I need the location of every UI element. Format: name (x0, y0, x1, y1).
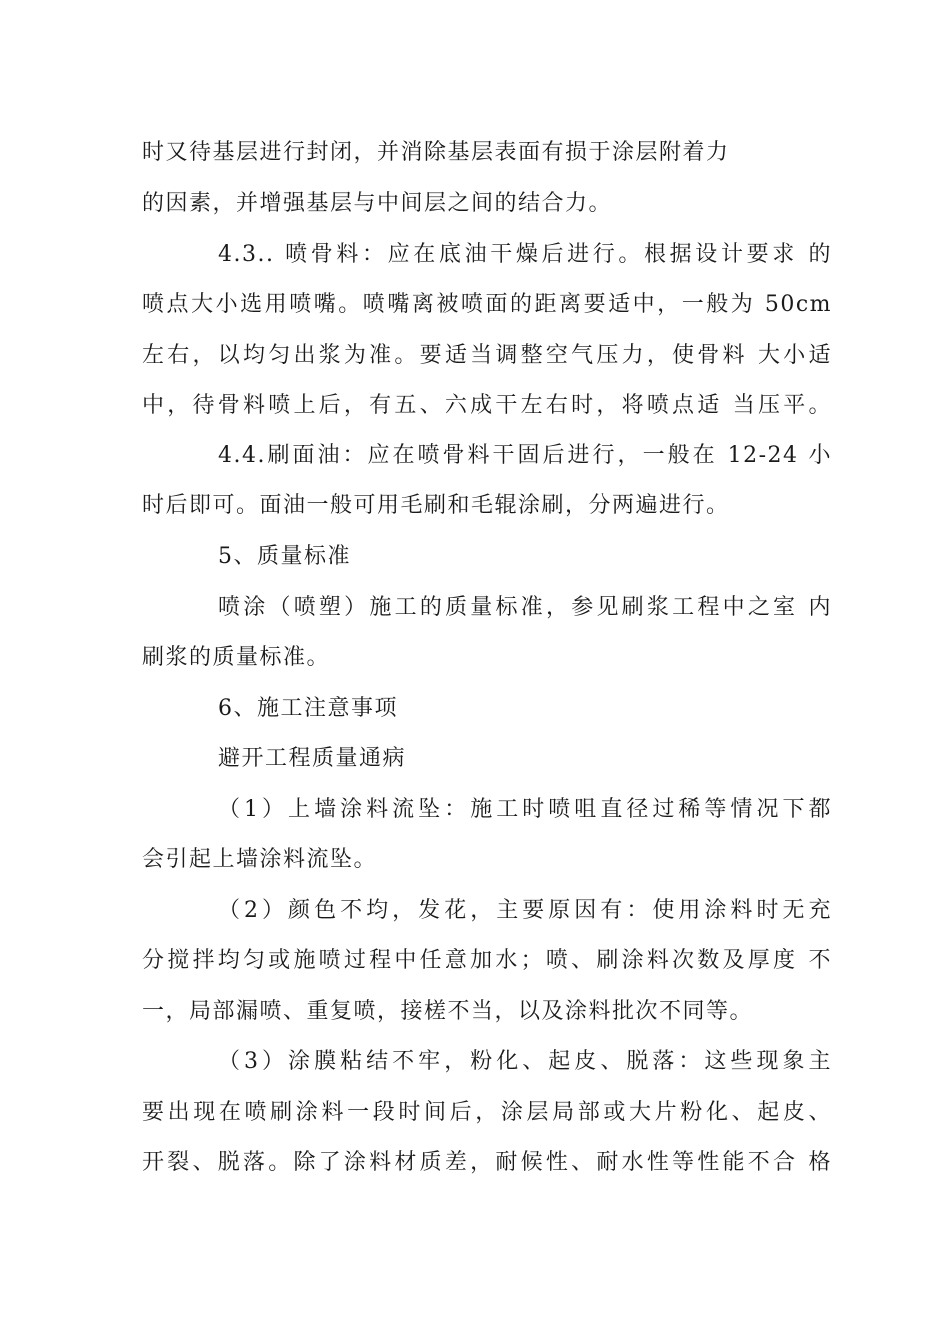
text-line: 时后即可。面油一般可用毛刷和毛辊涂刷，分两遍进行。 (142, 493, 730, 518)
text-line: 中，待骨料喷上后，有五、六成干左右时，将喷点适 当压平。 (142, 393, 832, 418)
section-heading: 5、质量标准 (218, 544, 351, 569)
text-line: 4.3.. 喷骨料：应在底油干燥后进行。根据设计要求 的 (218, 242, 832, 267)
text-line: 会引起上墙涂料流坠。 (142, 847, 378, 872)
text-line: 刷浆的质量标准。 (142, 645, 331, 670)
text-line: 左右，以均匀出浆为准。要适当调整空气压力，使骨料 大小适 (142, 343, 832, 368)
text-line: （2）颜色不均，发花，主要原因有：使用涂料时无充 (218, 898, 832, 923)
text-line: 4.4.刷面油：应在喷骨料干固后进行，一般在 12-24 小 (218, 443, 832, 468)
text-line: 开裂、脱落。除了涂料材质差，耐候性、耐水性等性能不合 格 (142, 1150, 832, 1175)
section-heading: 6、施工注意事项 (218, 696, 398, 721)
text-line: 的因素，并增强基层与中间层之间的结合力。 (142, 191, 613, 216)
text-line: 时又待基层进行封闭，并消除基层表面有损于涂层附着力 (142, 140, 730, 165)
text-line: 要出现在喷刷涂料一段时间后，涂层局部或大片粉化、起皮、 (142, 1100, 832, 1125)
text-line: 分搅拌均匀或施喷过程中任意加水；喷、刷涂料次数及厚度 不 (142, 948, 832, 973)
text-line: （3）涂膜粘结不牢，粉化、起皮、脱落：这些现象主 (218, 1049, 832, 1074)
text-line: 一，局部漏喷、重复喷，接槎不当，以及涂料批次不同等。 (142, 999, 754, 1024)
text-line: （1）上墙涂料流坠：施工时喷咀直径过稀等情况下都 (218, 797, 832, 822)
text-line: 喷涂（喷塑）施工的质量标准，参见刷浆工程中之室 内 (218, 595, 832, 620)
text-line: 喷点大小选用喷嘴。喷嘴离被喷面的距离要适中，一般为 50cm (142, 292, 832, 317)
text-line: 避开工程质量通病 (218, 746, 407, 771)
